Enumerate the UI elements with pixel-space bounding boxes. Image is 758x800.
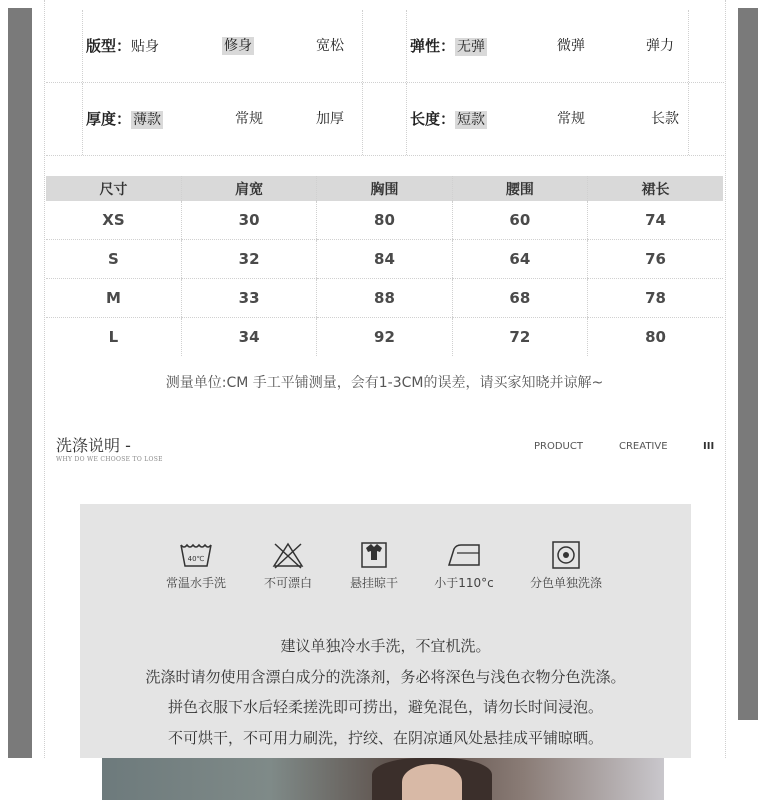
header-shoulder: 肩宽 [181, 176, 316, 201]
thickness-attribute [86, 83, 163, 156]
elasticity-option-none-selected: 无弹 [457, 39, 486, 55]
elasticity-label: 弹性： [410, 37, 456, 55]
instruction-line: 建议单独冷水手洗，不宜机洗。 [280, 637, 491, 655]
no-bleach-icon [270, 540, 306, 570]
care-item-separate-wash [516, 540, 616, 591]
care-item-hand-wash [146, 540, 246, 591]
table-row [46, 318, 723, 357]
table-cell: 74 [588, 201, 723, 240]
table-cell: 32 [181, 240, 316, 279]
table-cell: 72 [452, 318, 587, 357]
table-cell: 92 [317, 318, 452, 357]
care-item-no-bleach [238, 540, 338, 591]
table-cell: S [46, 240, 181, 279]
fit-option-loose: 宽松 [316, 38, 344, 54]
grid-line [688, 83, 689, 155]
care-label-iron: 小于110°c [434, 576, 494, 590]
left-gray-bar [8, 8, 32, 758]
header-size: 尺寸 [46, 176, 181, 201]
length-attribute [410, 83, 487, 156]
measurement-note: 测量单位:CM 手工平铺测量，会有1-3CM的误差，请买家知晓并谅解~ [165, 375, 604, 391]
grid-line [362, 10, 363, 82]
care-item-hang-dry [324, 540, 424, 591]
fit-option-tight: 贴身 [131, 39, 160, 55]
size-chart-table [46, 176, 723, 356]
thickness-label: 厚度： [86, 110, 132, 128]
length-option-short-selected: 短款 [457, 112, 486, 128]
length-option-long: 长款 [651, 111, 679, 127]
header-length: 裙长 [588, 176, 723, 201]
grid-line [82, 83, 83, 155]
iron-icon [446, 540, 482, 570]
product-photo-partial [102, 758, 664, 800]
table-cell: 33 [181, 279, 316, 318]
care-item-iron [414, 540, 514, 591]
thickness-option-regular: 常规 [235, 111, 263, 127]
thickness-option-thin-selected: 薄款 [133, 112, 162, 128]
elasticity-option-slight: 微弹 [557, 38, 585, 54]
table-cell: L [108, 328, 119, 346]
table-cell: 60 [452, 201, 587, 240]
separate-wash-icon [548, 540, 584, 570]
grid-line [688, 10, 689, 82]
header-bust: 胸围 [317, 176, 452, 201]
header-waist: 腰围 [452, 176, 587, 201]
photo-face [402, 764, 462, 800]
table-cell: 64 [452, 240, 587, 279]
care-label-no-bleach: 不可漂白 [263, 576, 312, 590]
care-label-hang-dry: 悬挂晾干 [349, 576, 398, 590]
grid-line [406, 10, 407, 82]
table-cell: 34 [181, 318, 316, 357]
elasticity-attribute [410, 10, 487, 83]
table-header-row [46, 176, 723, 201]
table-cell: 76 [588, 240, 723, 279]
thickness-option-thick: 加厚 [316, 111, 344, 127]
attribute-row-fit-elasticity [46, 10, 724, 83]
grid-line [362, 83, 363, 155]
table-cell: 78 [588, 279, 723, 318]
length-option-regular: 常规 [557, 111, 585, 127]
fit-label: 版型： [86, 37, 132, 55]
table-cell: XS [46, 201, 181, 240]
instruction-line: 不可烘干，不可用力刷洗，拧绞、在阴凉通风处悬挂成平铺晾晒。 [167, 729, 603, 747]
grid-line [82, 10, 83, 82]
table-row [46, 240, 723, 279]
instruction-line: 拼色衣服下水后轻柔搓洗即可捞出，避免混色，请勿长时间浸泡。 [167, 698, 603, 716]
care-instructions-panel [80, 504, 691, 758]
hang-dry-icon [356, 540, 392, 570]
fit-attribute [86, 10, 159, 83]
instruction-line: 洗涤时请勿使用含漂白成分的洗涤剂，务必将深色与浅色衣物分色洗涤。 [145, 668, 626, 686]
wash-temp-text: 40℃ [187, 555, 205, 563]
fit-option-slim [222, 10, 254, 82]
table-cell: 30 [181, 201, 316, 240]
grid-line [406, 83, 407, 155]
care-label-separate-wash: 分色单独洗涤 [529, 576, 602, 590]
care-label-hand-wash: 常温水手洗 [165, 576, 226, 590]
right-gray-bar [738, 8, 758, 720]
wash-section-title: 洗涤说明 - [56, 436, 131, 455]
wash-section-subtitle: WHY DO WE CHOOSE TO LOSE [56, 456, 163, 463]
length-label: 长度： [410, 110, 456, 128]
table-row [46, 201, 723, 240]
table-cell: 80 [317, 201, 452, 240]
attribute-row-thickness-length [46, 83, 724, 156]
table-cell: 88 [317, 279, 452, 318]
table-cell: 68 [452, 279, 587, 318]
table-row [46, 279, 723, 318]
table-cell: M [46, 279, 181, 318]
tag-creative: CREATIVE [619, 441, 668, 452]
tag-product: PRODUCT [534, 441, 583, 452]
table-cell: 80 [588, 318, 723, 357]
tag-bars: III [703, 441, 715, 452]
elasticity-option-stretch: 弹力 [646, 38, 674, 54]
hand-wash-40-icon [178, 540, 214, 570]
table-cell: 84 [317, 240, 452, 279]
fit-option-slim-selected: 修身 [224, 38, 252, 54]
